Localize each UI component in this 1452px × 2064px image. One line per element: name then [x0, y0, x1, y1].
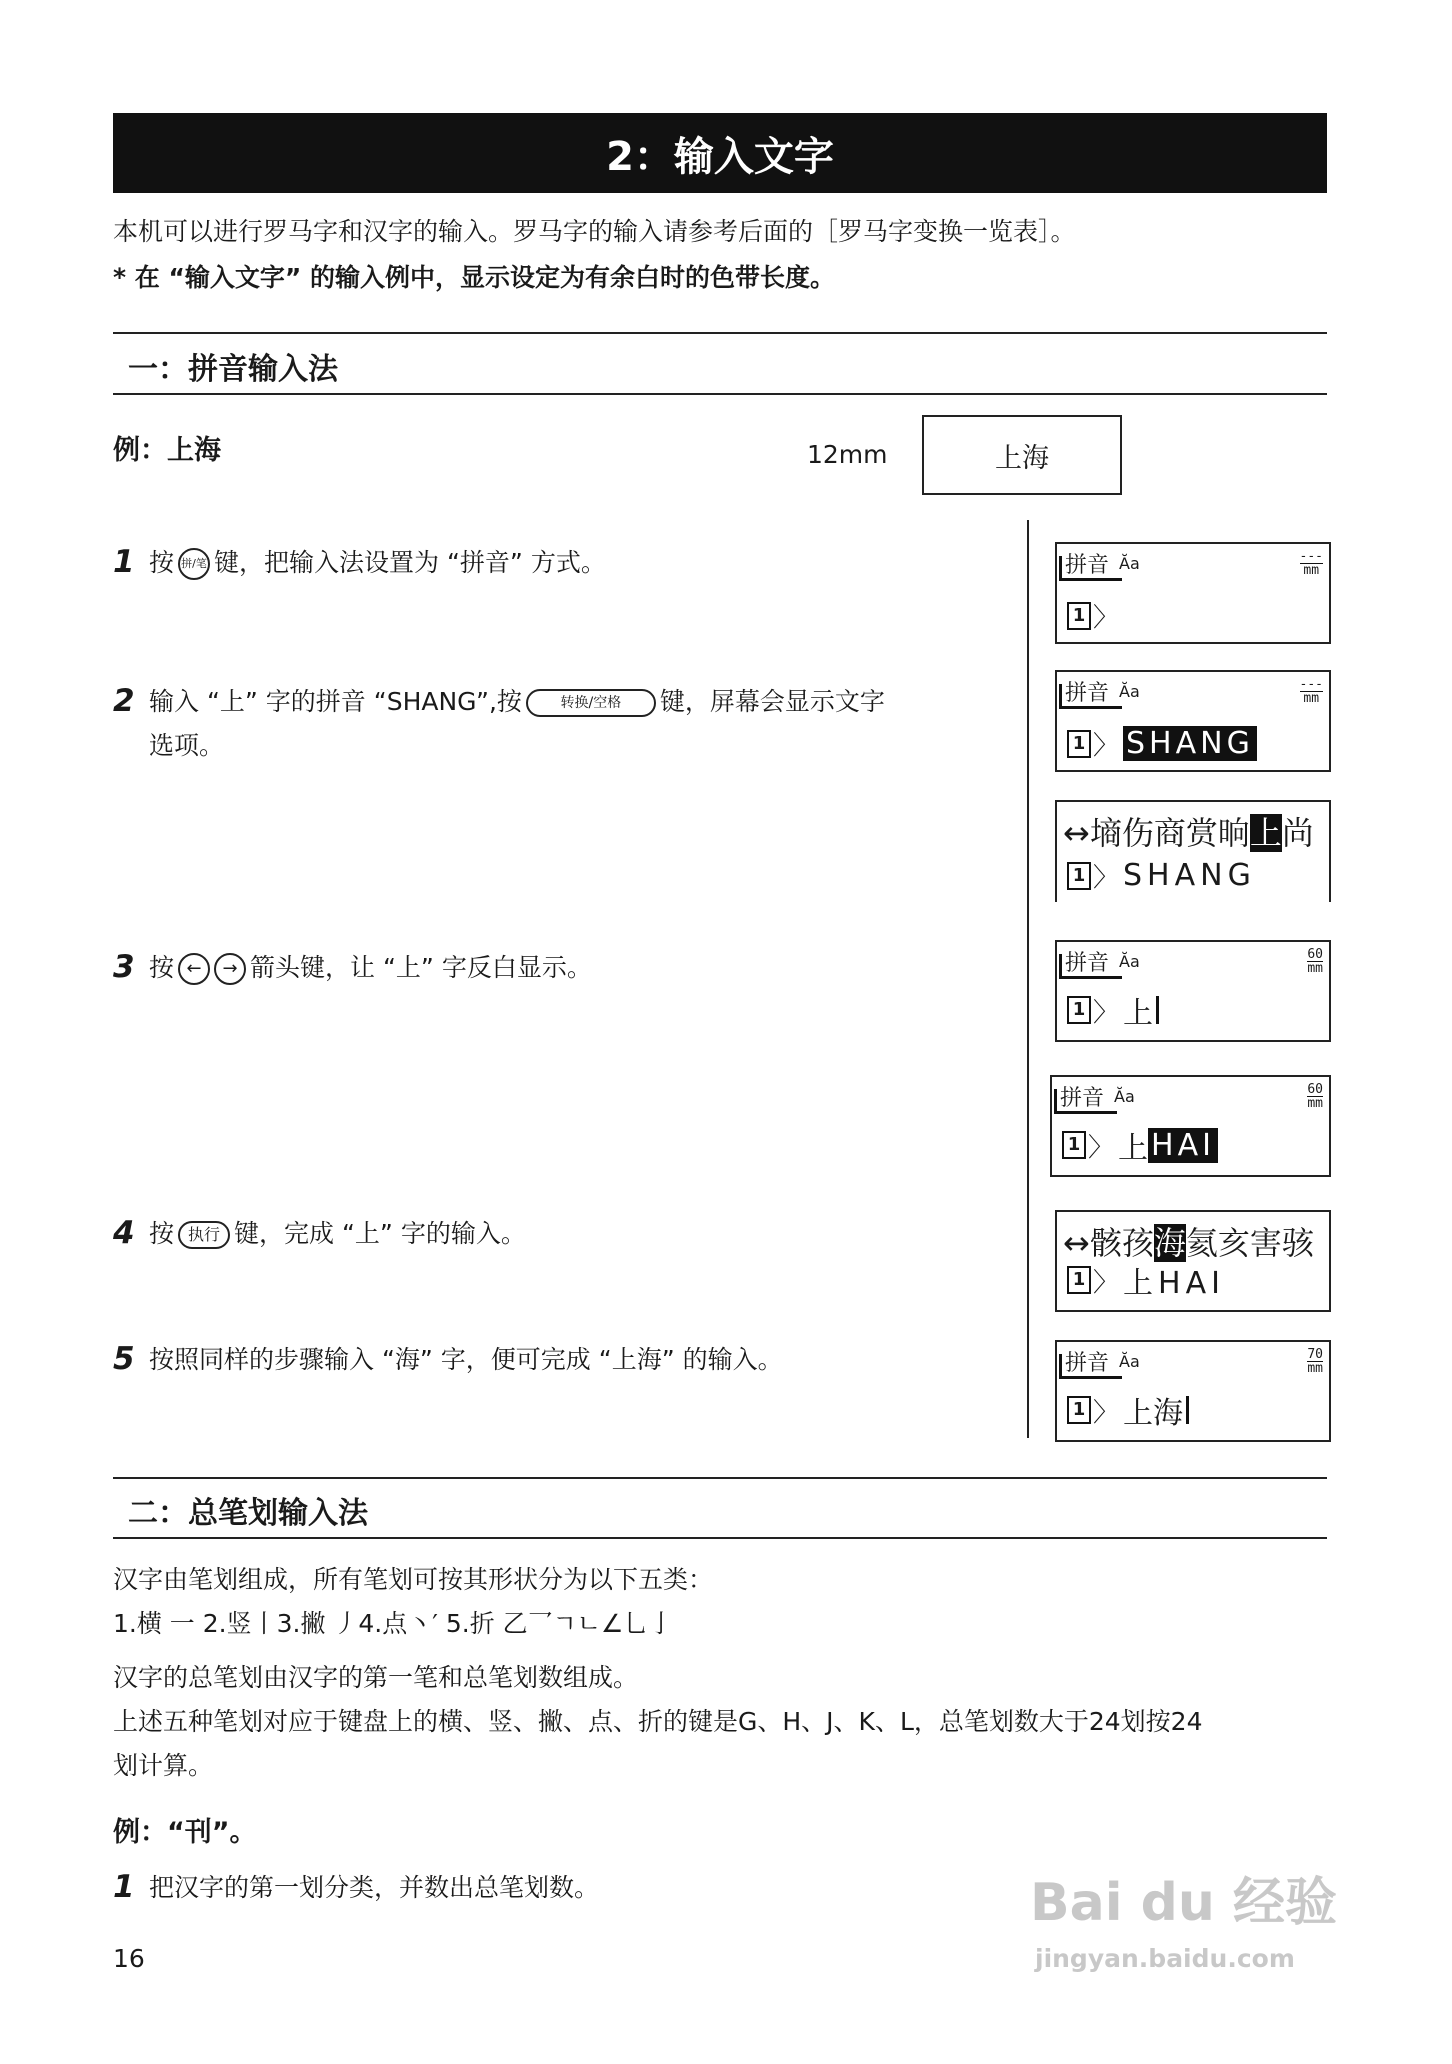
candidate-list: ↔骸孩	[1063, 1224, 1154, 1262]
lcd-mode: 拼音	[1065, 951, 1110, 976]
section1-title: 一：拼音输入法	[128, 352, 338, 387]
section-rule-top	[113, 332, 1327, 334]
example-label: 例：“刊”。	[113, 1817, 257, 1848]
lcd-text: 上	[1123, 996, 1154, 1031]
paragraph: 汉字由笔划组成，所有笔划可按其形状分为以下五类：	[113, 1565, 714, 1594]
execute-key-icon: 执行	[178, 1221, 230, 1249]
lcd-screen-2: 拼音 Ăa --- mm 1 〉 SHANG	[1055, 670, 1331, 772]
lcd-unit: mm	[1307, 1096, 1323, 1111]
step-text: 把汉字的第一划分类，并数出总笔划数。	[149, 1873, 600, 1902]
left-arrow-key-icon: ←	[178, 953, 210, 985]
font-size-icon: Ăa	[1114, 1087, 1135, 1106]
section2-title: 二：总笔划输入法	[128, 1496, 368, 1531]
selected-candidate: 海	[1153, 1224, 1186, 1262]
right-arrow-key-icon: →	[214, 953, 246, 985]
step-3	[113, 950, 592, 990]
lcd-length: 60	[1307, 1082, 1323, 1097]
lcd-text: 上HAI	[1123, 1266, 1225, 1301]
lcd-mode: 拼音	[1065, 553, 1110, 578]
line-number-icon: 1	[1062, 1131, 1086, 1159]
lcd-screen-7: 拼音 Ăa 70 mm 1 〉 上海	[1055, 1340, 1331, 1442]
step-1	[113, 1870, 599, 1910]
step-number: 5	[113, 1341, 135, 1377]
lcd-screen-3: ↔墒伤商赏晌上尚 1 〉 SHANG	[1055, 800, 1331, 902]
lcd-text: 上海	[1123, 1396, 1184, 1431]
intro-text: 本机可以进行罗马字和汉字的输入。罗马字的输入请参考后面的［罗马字变换一览表］。	[113, 217, 1076, 246]
candidate-list: 氦亥害骇	[1185, 1224, 1314, 1262]
line-number-icon: 1	[1067, 1396, 1091, 1424]
lcd-unit: mm	[1303, 563, 1320, 578]
watermark-url: jingyan.baidu.com	[1035, 1944, 1295, 1973]
step-text: 键，屏幕会显示文字	[659, 687, 885, 716]
candidate-list: ↔墒伤商赏晌	[1063, 814, 1250, 852]
lcd-mode: 拼音	[1065, 681, 1110, 706]
tape-text: 上海	[995, 442, 1049, 474]
pinyin-stroke-key-icon: 拼/笔	[178, 548, 210, 580]
lcd-text: SHANG	[1123, 726, 1257, 761]
section-rule-bottom	[113, 393, 1327, 395]
intro-note: * 在 “输入文字” 的输入例中，显示设定为有余白时的色带长度。	[113, 263, 836, 292]
step-text: 按照同样的步骤输入 “海” 字，便可完成 “上海” 的输入。	[149, 1345, 783, 1374]
paragraph: 划计算。	[113, 1751, 214, 1780]
font-size-icon: Ăa	[1119, 952, 1140, 971]
lcd-mode: 拼音	[1065, 1351, 1110, 1376]
step-1	[113, 545, 606, 585]
font-size-icon: Ăa	[1119, 554, 1140, 573]
lcd-length: 60	[1307, 947, 1323, 962]
step-text: 选项。	[149, 731, 225, 760]
lcd-screen-4: 拼音 Ăa 60 mm 1 〉 上	[1055, 940, 1331, 1042]
step-number: 1	[113, 544, 135, 580]
step-text: 箭头键，让 “上” 字反白显示。	[250, 953, 592, 982]
line-number-icon: 1	[1067, 730, 1091, 758]
lcd-screen-1: 拼音 Ăa --- mm 1 〉	[1055, 542, 1331, 644]
candidate-list: 尚	[1281, 814, 1314, 852]
lcd-screen-5: 拼音 Ăa 60 mm 1 〉 上 HAI	[1050, 1075, 1331, 1177]
convert-space-key-icon: 转换/空格	[526, 689, 656, 717]
lcd-length: 70	[1307, 1347, 1323, 1362]
paragraph: 上述五种笔划对应于键盘上的横、竖、撇、点、折的键是G、H、J、K、L，总笔划数大于24划按24	[113, 1707, 1203, 1736]
text-cursor	[1186, 1396, 1189, 1424]
step-number: 2	[113, 683, 135, 719]
line-number-icon: 1	[1067, 862, 1091, 890]
lcd-screen-6: ↔骸孩海氦亥害骇 1 〉 上HAI	[1055, 1210, 1331, 1312]
lcd-unit: mm	[1303, 691, 1320, 706]
step-text: 按	[149, 548, 175, 577]
step-5	[113, 1342, 783, 1382]
selected-candidate: 上	[1249, 814, 1282, 852]
step-number: 1	[113, 1869, 135, 1905]
page-title: 2：输入文字	[113, 113, 1327, 193]
step-text: 按	[149, 1219, 175, 1248]
stroke-list: 1.横 一 2.竖丨3.撇 丿4.点丶′ 5.折 乙乛ㄱㄴ∠乚亅	[113, 1609, 674, 1638]
lcd-length: ---	[1299, 677, 1323, 692]
lcd-text-highlight: HAI	[1148, 1128, 1218, 1163]
tape-preview	[922, 415, 1122, 495]
step-2	[113, 684, 885, 768]
line-number-icon: 1	[1067, 996, 1091, 1024]
lcd-text: SHANG	[1123, 858, 1256, 893]
watermark-logo: Bai du 经验	[1030, 1873, 1337, 1933]
lcd-unit: mm	[1307, 961, 1323, 976]
font-size-icon: Ăa	[1119, 1352, 1140, 1371]
divider-line	[1027, 520, 1029, 1438]
line-number-icon: 1	[1067, 602, 1091, 630]
text-cursor	[1156, 996, 1159, 1024]
page-number: 16	[113, 1944, 145, 1973]
example-label: 例：上海	[113, 435, 221, 466]
step-4	[113, 1216, 526, 1256]
lcd-text: 上	[1118, 1131, 1149, 1166]
line-number-icon: 1	[1067, 1266, 1091, 1294]
step-text: 键，把输入法设置为 “拼音” 方式。	[214, 548, 606, 577]
font-size-icon: Ăa	[1119, 682, 1140, 701]
step-text: 键，完成 “上” 字的输入。	[234, 1219, 526, 1248]
step-number: 4	[113, 1215, 135, 1251]
step-text: 输入 “上” 字的拼音 “SHANG”,按	[149, 687, 522, 716]
paragraph: 汉字的总笔划由汉字的第一笔和总笔划数组成。	[113, 1663, 639, 1692]
section-rule-top	[113, 1477, 1327, 1479]
section-rule-bottom	[113, 1537, 1327, 1539]
lcd-unit: mm	[1307, 1361, 1323, 1376]
tape-size: 12mm	[807, 440, 888, 469]
step-text: 按	[149, 953, 175, 982]
lcd-length: ---	[1299, 549, 1323, 564]
lcd-mode: 拼音	[1060, 1086, 1105, 1111]
step-number: 3	[113, 949, 135, 985]
